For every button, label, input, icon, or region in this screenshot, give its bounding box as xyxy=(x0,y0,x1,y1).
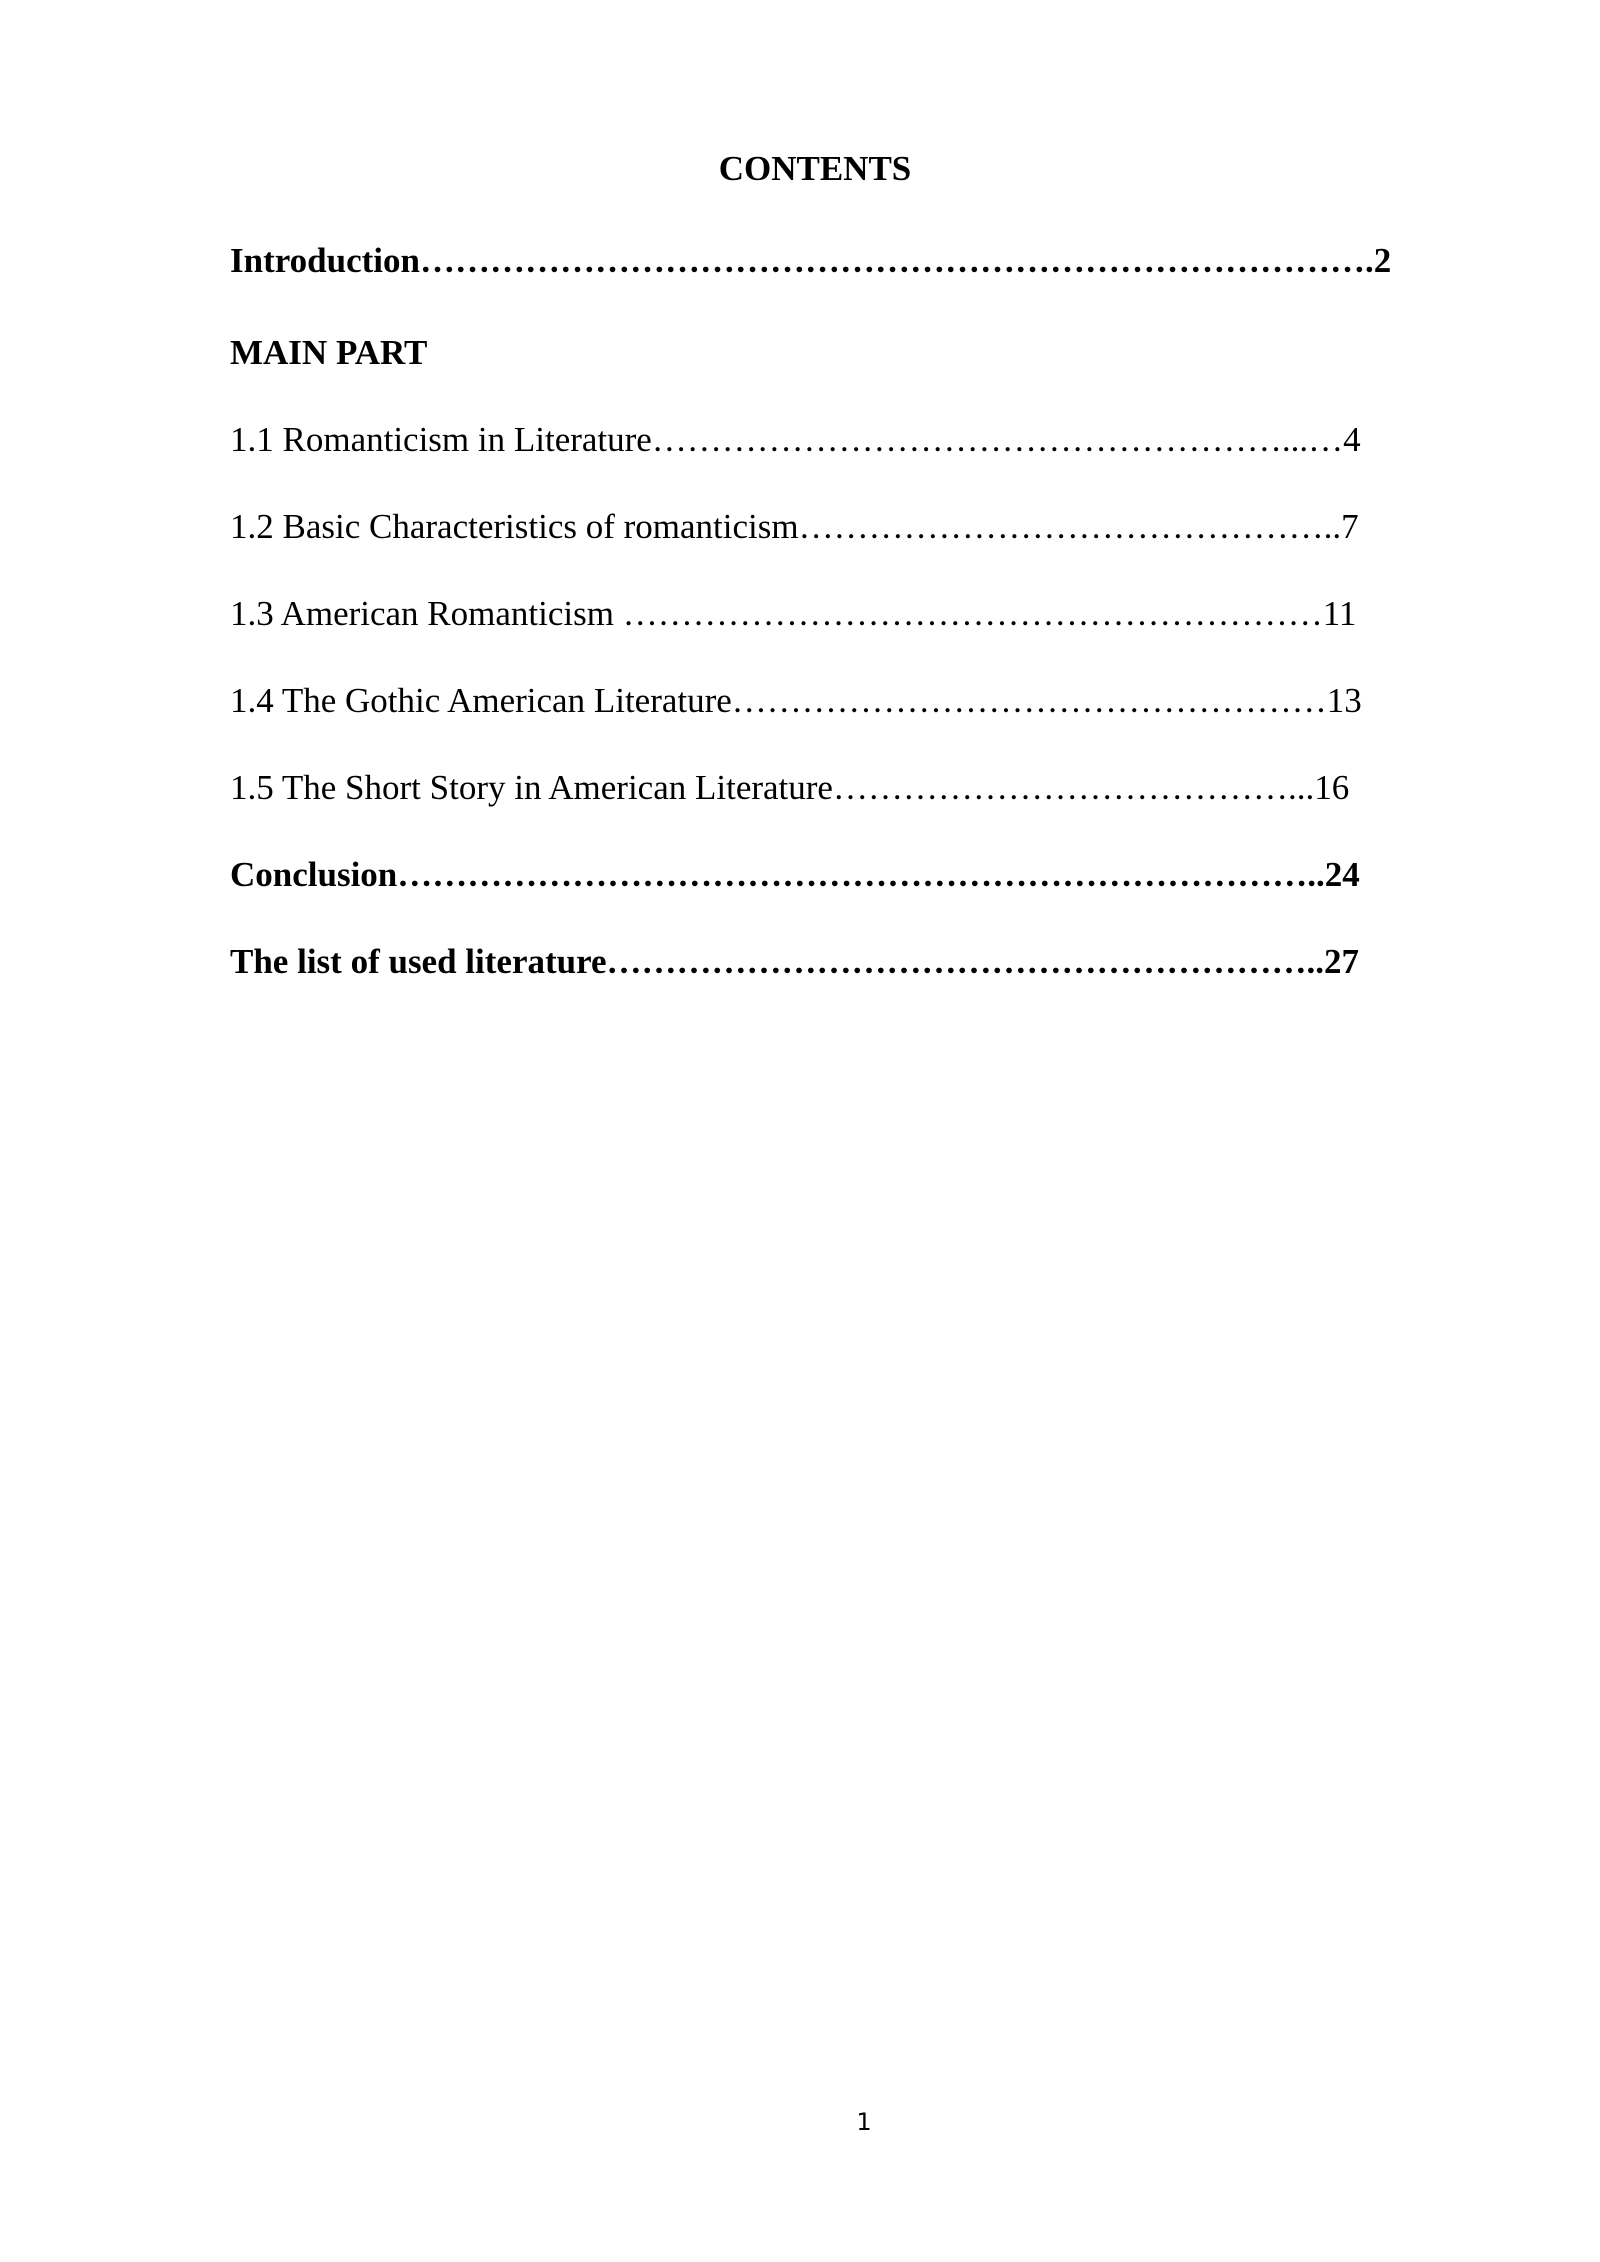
toc-entry-1-5: 1.5 The Short Story in American Literature…………………………………...16 xyxy=(230,768,1350,807)
page-title: CONTENTS xyxy=(718,149,912,188)
toc-entry-conclusion: Conclusion……………………………………………………………………..24 xyxy=(230,855,1360,894)
toc-section-heading-main-part: MAIN PART xyxy=(230,333,428,372)
toc-entry-1-4: 1.4 The Gothic American Literature……………………………………………13 xyxy=(230,681,1362,720)
toc-entry-literature-list: The list of used literature……………………………………………………..27 xyxy=(230,942,1360,981)
toc-entry-1-2: 1.2 Basic Characteristics of romanticism………………………………………..7 xyxy=(230,507,1359,546)
toc-entry-1-3: 1.3 American Romanticism ……………………………………………………11 xyxy=(230,594,1357,633)
toc-entry-introduction: Introduction……………………………………………………………………….2 xyxy=(230,241,1392,280)
toc-entry-1-1: 1.1 Romanticism in Literature………………………………………………...…4 xyxy=(230,420,1361,459)
page-number: 1 xyxy=(856,2108,872,2136)
